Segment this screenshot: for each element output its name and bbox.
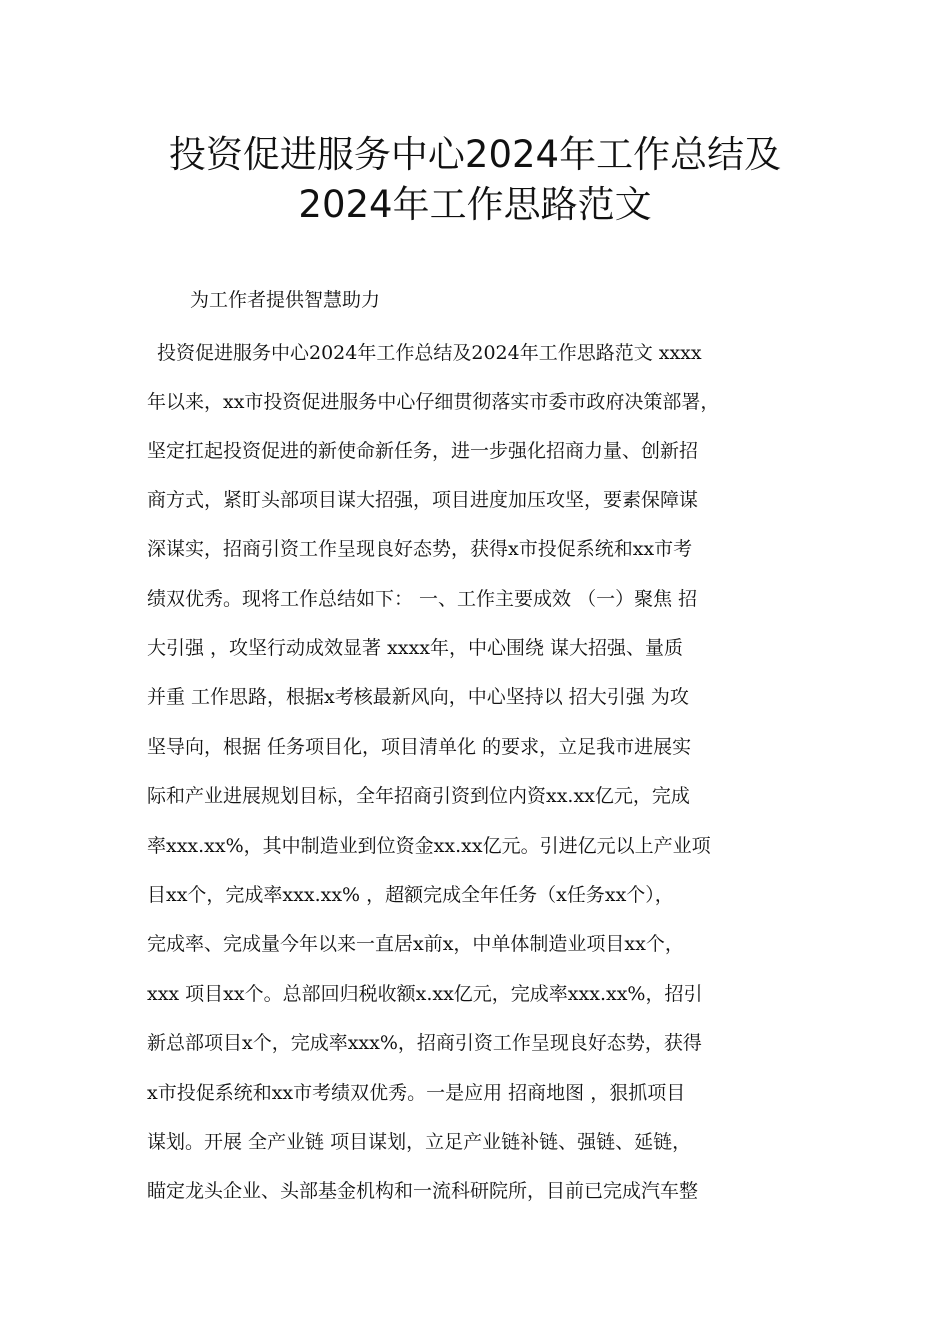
body-line: 新总部项目x个，完成率xxx%，招商引资工作呈现良好态势，获得 [147,1032,702,1054]
body-line: 绩双优秀。现将工作总结如下： 一、工作主要成效 （一）聚焦 招 [147,588,698,610]
body-line: 完成率、完成量今年以来一直居x前x，中单体制造业项目xx个， [147,933,684,955]
body-line: 际和产业进展规划目标，全年招商引资到位内资xx.xx亿元，完成 [147,785,690,807]
document-subtitle: 为工作者提供智慧助力 [190,289,381,311]
body-line: 年以来，xx市投资促进服务中心仔细贯彻落实市委市政府决策部署， [147,391,720,413]
document-title-line-2: 2024年工作思路范文 [298,183,652,226]
body-line: 坚定扛起投资促进的新使命新任务，进一步强化招商力量、创新招 [147,440,699,462]
body-line: 谋划。开展 全产业链 项目谋划，立足产业链补链、强链、延链， [147,1131,692,1153]
body-line: 大引强 ，攻坚行动成效显著 xxxx年，中心围绕 谋大招强、量质 [147,637,683,659]
body-line: 坚导向，根据 任务项目化，项目清单化 的要求，立足我市进展实 [147,736,692,758]
body-line: 瞄定龙头企业、头部基金机构和一流科研院所，目前已完成汽车整 [147,1180,699,1202]
body-line: x市投促系统和xx市考绩双优秀。一是应用 招商地图 ，狠抓项目 [147,1082,686,1104]
body-line: 深谋实，招商引资工作呈现良好态势，获得x市投促系统和xx市考 [147,538,693,560]
body-line: 商方式，紧盯头部项目谋大招强，项目进度加压攻坚，要素保障谋 [147,489,699,511]
body-line: 投资促进服务中心2024年工作总结及2024年工作思路范文 xxxx [157,342,702,364]
body-line: 目xx个，完成率xxx.xx% ，超额完成全年任务（x任务xx个）， [147,884,674,906]
document-title-line-1: 投资促进服务中心2024年工作总结及 [168,133,782,176]
body-line: 率xxx.xx%，其中制造业到位资金xx.xx亿元。引进亿元以上产业项 [147,835,711,857]
body-line: xxx 项目xx个。总部回归税收额x.xx亿元，完成率xxx.xx%，招引 [147,983,703,1005]
body-line: 并重 工作思路，根据x考核最新风向，中心坚持以 招大引强 为攻 [147,686,689,708]
